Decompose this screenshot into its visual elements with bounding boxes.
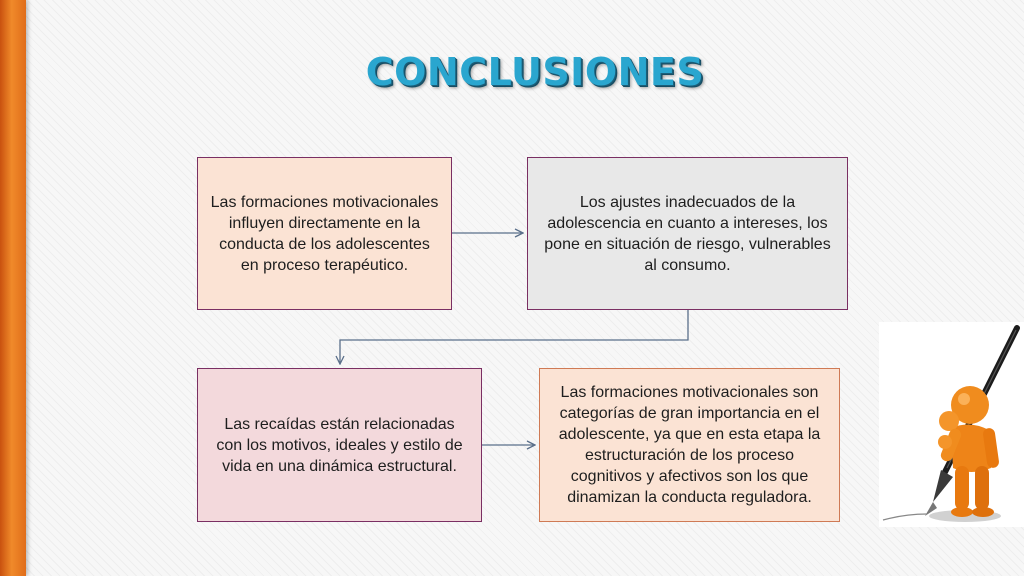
conclusion-text: Las formaciones motivacionales son categorías de gran importancia en el adolescente, ya que en esta etapa la estructuración de los proceso cognitivos y afectivos son los que dinamizan la conducta reguladora.: [558, 384, 821, 506]
conclusion-text: Los ajustes inadecuados de la adolescencia en cuanto a intereses, los pone en situación de riesgo, vulnerables al consumo.: [544, 193, 831, 274]
orange-figure-holding-pen-icon: [875, 320, 1024, 530]
conclusion-box-formaciones: [197, 157, 452, 310]
conclusion-box-recaidas: [197, 368, 482, 522]
conclusion-box-ajustes: [527, 157, 848, 310]
conclusion-text: Las formaciones motivacionales influyen directamente en la conducta de los adolescentes en proceso terapéutico.: [210, 193, 439, 274]
slide-title: CONCLUSIONES: [365, 50, 705, 94]
conclusion-text: Las recaídas están relacionadas con los motivos, ideales y estilo de vida en una dinámica estructural.: [216, 415, 463, 475]
conclusion-box-categorias: [539, 368, 840, 522]
arrow-box2-to-box3: [340, 310, 688, 364]
